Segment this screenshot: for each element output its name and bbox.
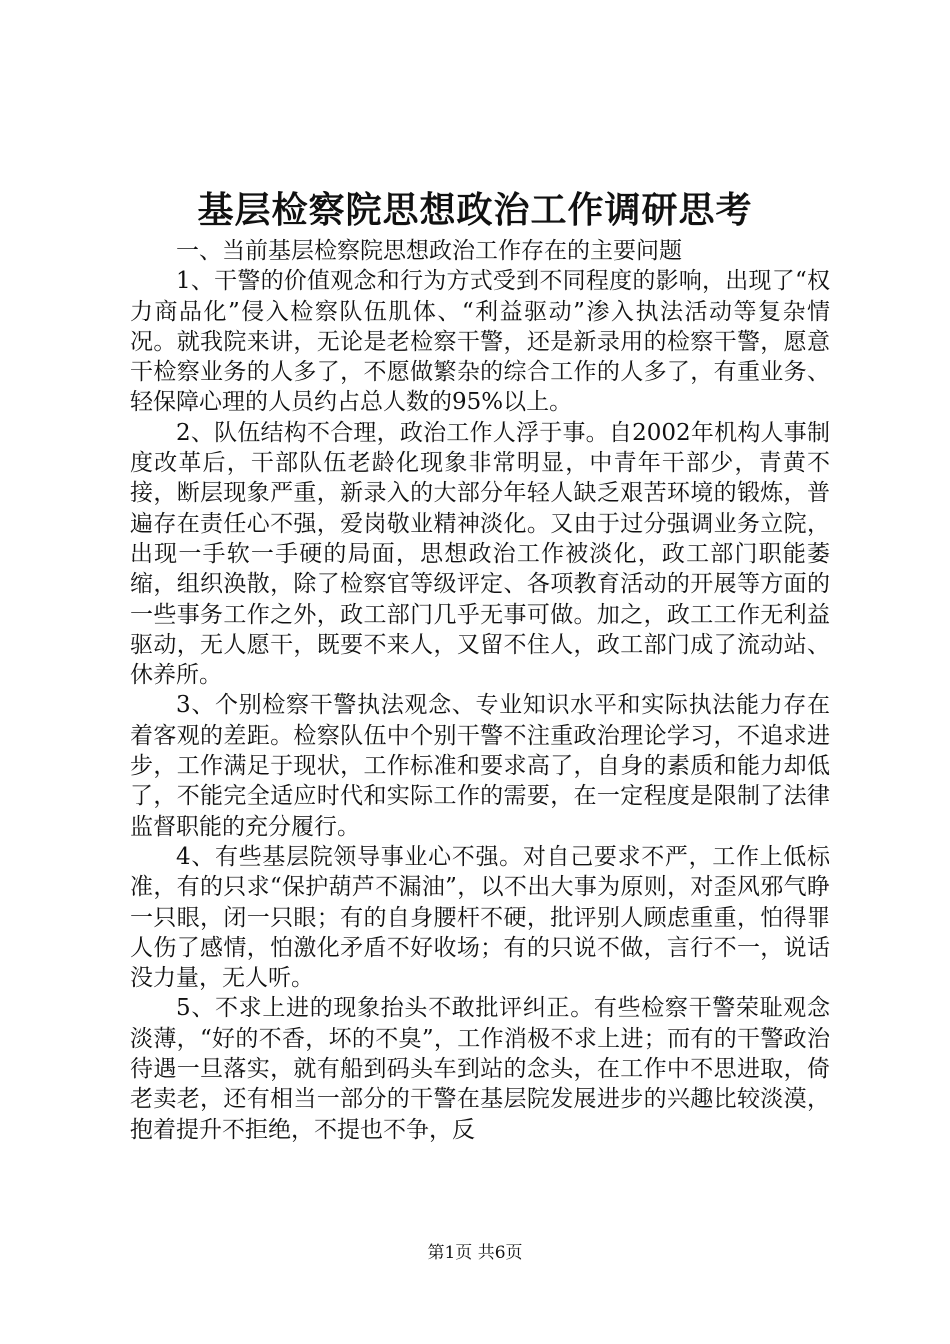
section-heading: 一、当前基层检察院思想政治工作存在的主要问题 bbox=[176, 238, 682, 264]
document-body bbox=[130, 236, 830, 1145]
page-number-footer: 第1页 共6页 bbox=[427, 1243, 523, 1263]
paragraph-4: 4、有些基层院领导事业心不强。对自己要求不严，工作上低标准，有的只求“保护葫芦不漏油”，以不出大事为原则，对歪风邪气睁一只眼，闭一只眼；有的自身腰杆不硬，批评别人顾虑重重，怕得罪人伤了感情，怕激化矛盾不好收场；有的只说不做，言行不一，说话没力量，无人听。 bbox=[130, 843, 830, 992]
paragraph-1: 1、干警的价值观念和行为方式受到不同程度的影响，出现了“权力商品化”侵入检察队伍肌体、“利益驱动”渗入执法活动等复杂情况。就我院来讲，无论是老检察干警，还是新录用的检察干警，愿意干检察业务的人多了，不愿做繁杂的综合工作的人多了，有重业务、轻保障心理的人员约占总人数的95%以上。 bbox=[130, 268, 830, 416]
paragraph-5: 5、不求上进的现象抬头不敢批评纠正。有些检察干警荣耻观念淡薄，“好的不香，坏的不臭”，工作消极不求上进；而有的干警政治待遇一旦落实，就有船到码头车到站的念头，在工作中不思进取，倚老卖老，还有相当一部分的干警在基层院发展进步的兴趣比较淡漠，抱着提升不拒绝，不提也不争，反 bbox=[130, 995, 830, 1143]
paragraph-3: 3、个别检察干警执法观念、专业知识水平和实际执法能力存在着客观的差距。检察队伍中个别干警不注重政治理论学习，不追求进步，工作满足于现状，工作标准和要求高了，自身的素质和能力却低了，不能完全适应时代和实际工作的需要，在一定程度是限制了法律监督职能的充分履行。 bbox=[130, 692, 830, 840]
paragraph-2: 2、队伍结构不合理，政治工作人浮于事。自2002年机构人事制度改革后，干部队伍老龄化现象非常明显，中青年干部少，青黄不接，断层现象严重，新录入的大部分年轻人缺乏艰苦环境的锻炼，普遍存在责任心不强，爱岗敬业精神淡化。又由于过分强调业务立院，出现一手软一手硬的局面，思想政治工作被淡化，政工部门职能萎缩，组织涣散，除了检察官等级评定、各项教育活动的开展等方面的一些事务工作之外，政工部门几乎无事可做。加之，政工工作无利益驱动，无人愿干，既要不来人，又留不住人，政工部门成了流动站、休养所。 bbox=[130, 419, 830, 689]
document-title: 基层检察院思想政治工作调研思考 bbox=[197, 189, 753, 231]
